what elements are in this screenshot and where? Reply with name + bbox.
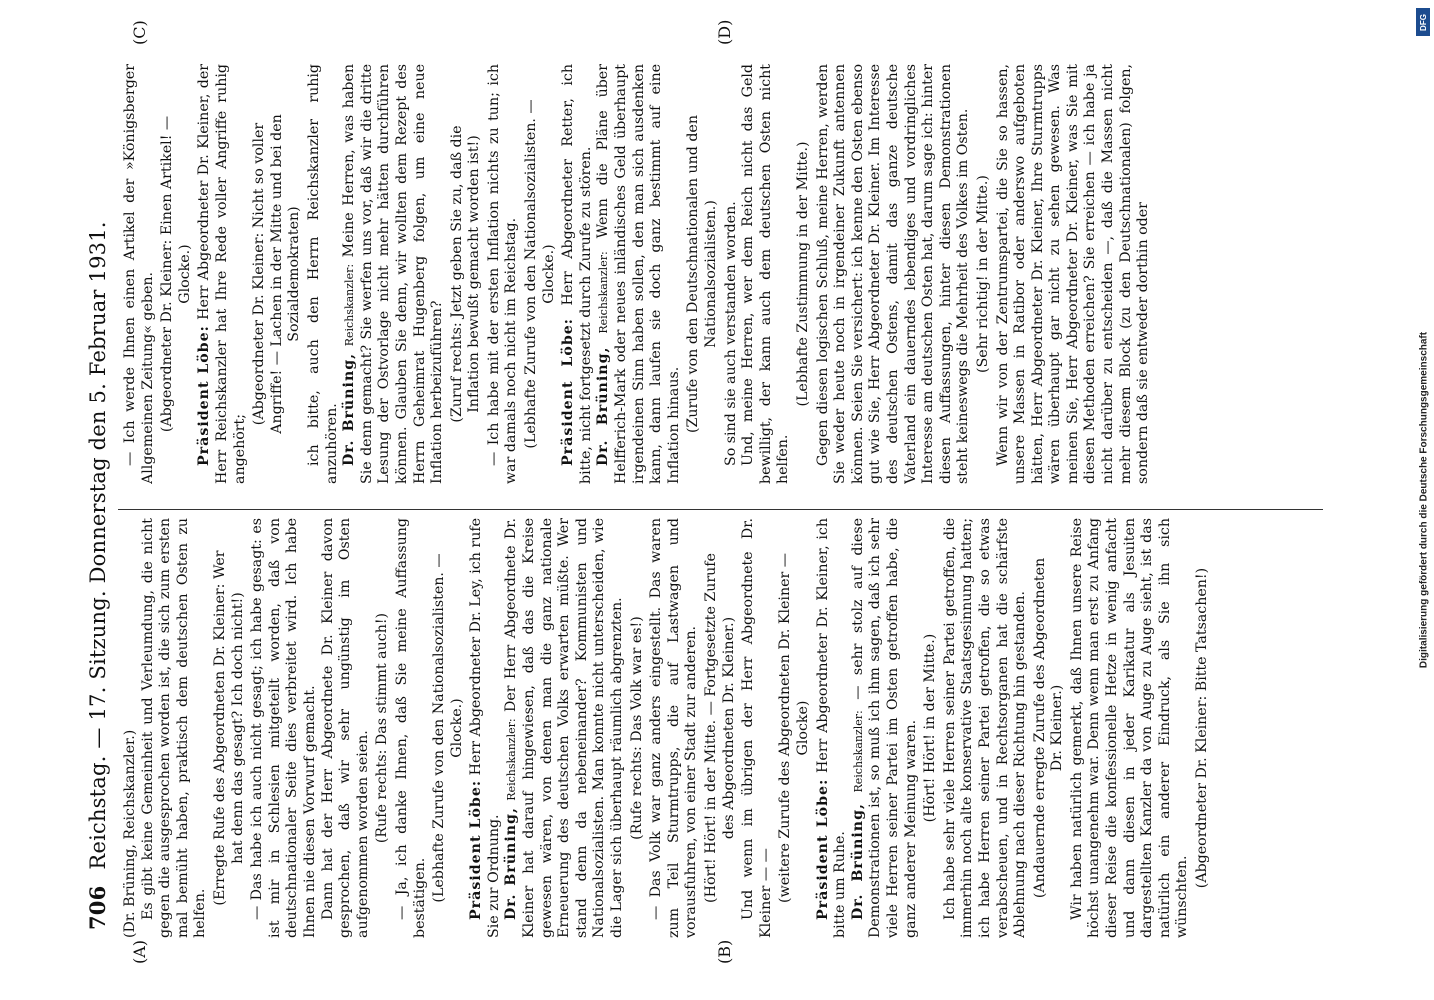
speaker-name: Dr. Brüning,	[849, 803, 866, 920]
paragraph: Wenn wir von der Zentrumspartei, die Sie so hassen, unsere Massen in Ratibor oder anderswo aufgeboten hätten, Herr Abgeordneter Dr. Kleiner, Ihre Sturmtrupps wären überhaupt gar nicht zu sehen gewesen. Was meinen Sie, Herr Abgeordneter Dr. Kleiner, was Sie mit diesen Methoden erreichen? Sie erreichen — ich habe ja nicht darüber zu entscheiden —, daß die Massen nicht mehr diesem Block (zu den Deutschnationalen) folgen, sondern daß sie entweder dorthin oder	[994, 64, 1152, 484]
interjection: (Hört! Hört! in der Mitte.)	[922, 633, 939, 823]
speech-paragraph	[815, 518, 850, 938]
interjection: (Rufe rechts: Das Volk war es!)	[628, 616, 645, 840]
speaker-name: Präsident Löbe:	[560, 317, 577, 466]
interjection: (Hört! Hört! in der Mitte. — Fortgesetzte Zurufe des Abgeordneten Dr. Kleiner.)	[703, 553, 737, 903]
speech-text: Herr Abgeordneter Retter, ich bitte, nicht fortgesetzt durch Zurufe zu stören.	[560, 64, 594, 484]
paragraph: — Ich habe mit der ersten Inflation nichts zu tun; ich war damals noch nicht im Reichstag.	[485, 64, 520, 484]
interjection: (weitere Zurufe des Abgeordneten Dr. Kleiner — Glocke)	[777, 553, 811, 903]
digitization-credit	[1414, 0, 1434, 1000]
speech-paragraph	[560, 64, 595, 484]
column-divider	[118, 509, 1323, 510]
paragraph: — Das habe ich auch nicht gesagt; ich habe gesagt: es ist mir in Schlesien mitgeteilt worden, daß von deutschnationaler Seite dies verbreitet wird. Ich habe Ihnen nie diesen Vorwurf gemacht.	[249, 518, 318, 938]
paragraph: So sind sie auch verstanden worden.	[722, 201, 739, 466]
speaker-name: Dr. Brüning,	[595, 346, 612, 466]
paragraph: — Ja, ich danke Ihnen, daß Sie meine Auffassung bestätigen.	[393, 518, 428, 938]
speech-text: Herr Abgeordneter Dr. Kleiner, ich bitte um Ruhe.	[814, 518, 849, 938]
interjection: (Abgeordneter Dr. Kleiner: Nicht so voller Angriffe! — Lachen in der Mitte und bei den Sozialdemokraten)	[251, 114, 303, 434]
dfg-logo: DFG	[1416, 8, 1430, 36]
speech-paragraph	[196, 64, 249, 484]
speaker-role: Reichskanzler:	[851, 710, 865, 793]
interjection: (Andauernde erregte Zurufe des Abgeordneten Dr. Kleiner.)	[1031, 557, 1066, 899]
paragraph: Und, meine Herren, wer dem Reich nicht das Geld bewilligt, der kann auch dem deutschen Osten nicht helfen.	[740, 64, 792, 484]
speaker-name: Dr. Brüning,	[503, 807, 520, 920]
speech-paragraph	[341, 64, 447, 484]
speech-text: — sehr stolz auf diese Demonstrationen ist, so muß ich ihm sagen, daß ich sehr viele Herren seiner Partei im Osten getroffen habe, die ganz anderer Meinung waren.	[849, 518, 919, 938]
interjection: (Sehr richtig! in der Mitte.)	[974, 175, 991, 373]
paragraph: — Ich werde Ihnen einen Artikel der »Königsberger Allgemeinen Zeitung« geben.	[122, 64, 156, 484]
speaker-role: Reichskanzler:	[343, 263, 357, 347]
paragraph: ich bitte, auch den Herrn Reichskanzler ruhig anzuhören.	[305, 64, 340, 484]
margin-mark-c: (C)	[130, 20, 149, 45]
interjection: (Lebhafte Zustimmung in der Mitte.)	[794, 141, 811, 407]
interjection: (Rufe rechts: Das stimmt auch!)	[374, 612, 391, 844]
speech-text: Wenn die Pläne über Helfferich-Mark oder neues inländisches Geld überhaupt irgendeinen Sinn haben sollen, den man sich ausdenken kann, dann laufen sie doch ganz bestimmt auf eine Inflation hinaus.	[595, 64, 682, 484]
speech-text: Herr Abgeordneter Dr. Ley, ich rufe Sie zur Ordnung.	[468, 518, 502, 938]
paragraph: Und wenn im übrigen der Herr Abgeordnete Dr. Kleiner — —	[740, 518, 774, 938]
paragraph: Ich habe sehr viele Herren seiner Partei getroffen, die immerhin noch alte konservative Staatsgesinnung hatten; ich habe Herren seiner Partei getroffen, die so etwas verabscheuen, und in Rechtsorganen hat die schärfste Ablehnung nach dieser Richtung hin gestanden.	[941, 518, 1029, 938]
running-title: Reichstag. — 17. Sitzung. Donnerstag den 5. Februar 1931.	[86, 221, 110, 870]
interjection: (Zurufe von den Deutschnationalen und den Nationalsozialisten.)	[685, 115, 719, 433]
right-column	[122, 64, 1322, 484]
speech-paragraph	[595, 64, 683, 484]
paragraph: Wir haben natürlich gemerkt, daß Ihnen unsere Reise höchst unangenehm war. Denn wenn man erst zu Anfang dieser Reise die konfessionelle Hetze in wenig anfacht und dann diesen in jeder Karikatur als Jesuiten dargestellten Kanzler da von Auge zu Auge sieht, ist das natürlich ein anderer Eindruck, als Sie ihn sich wünschten.	[1068, 518, 1191, 938]
paragraph: — Das Volk war ganz anders eingestellt. Das waren zum Teil Sturmtrupps, die auf Lastwagen und vorausfuhren, von einer Stadt zur anderen.	[648, 518, 700, 938]
margin-mark-d: (D)	[715, 19, 734, 45]
speaker-name: Präsident Löbe:	[814, 778, 831, 920]
interjection: (Lebhafte Zurufe von den Nationalsozialisten. — Glocke.)	[431, 553, 465, 903]
margin-mark-a: (A)	[130, 939, 149, 964]
speech-paragraph	[850, 518, 920, 938]
speech-paragraph	[503, 518, 626, 938]
speaker-role: Reichskanzler:	[597, 251, 611, 334]
speaker-name: Präsident Löbe:	[196, 325, 213, 466]
interjection: (Abgeordneter Dr. Kleiner: Bitte Tatsachen!)	[1194, 567, 1211, 889]
interjection: (Abgeordneter Dr. Kleiner: Einen Artikel! — Glocke.)	[159, 115, 193, 433]
credit-text: Digitalisierung gefördert durch die Deutsche Forschungsgemeinschaft	[1418, 331, 1430, 669]
interjection: (Lebhafte Zurufe von den Nationalsozialisten. — Glocke.)	[523, 99, 557, 449]
speaker-name: Dr. Brüning,	[341, 352, 358, 466]
speaker-role: Reichskanzler:	[505, 718, 519, 801]
interjection: (Zuruf rechts: Jetzt geben Sie zu, daß die Inflation bewußt gemacht worden ist!)	[448, 125, 483, 423]
continuation-note: (Dr. Brüning, Reichskanzler.)	[122, 729, 138, 938]
left-column	[122, 518, 1322, 938]
margin-mark-b: (B)	[715, 939, 734, 964]
paragraph: Gegen diesen logischen Schluß, meine Herren, werden Sie weder heute noch in irgendeiner Zukunft antennen können. Seien Sie versichert: ich kenne den Osten ebenso gut wie Sie, Herr Abgeordneter Dr. Kleiner. Im Interesse des deutschen Ostens, damit das ganze deutsche Vaterland ein dauerndes lebendiges und vordringliches Interesse am deutschen Osten hat, darum sage ich: hinter diesen Auffassungen, hinter diesen Demonstrationen steht keineswegs die Mehrheit des Volkes im Osten.	[814, 64, 972, 484]
page-number: 706	[85, 885, 110, 930]
speaker-name: Präsident Löbe:	[468, 779, 485, 920]
speech-text: Meine Herren, was haben Sie denn gemacht? Sie werfen uns vor, daß wir die dritte Lesung der Ostvorlage nicht mehr hätten durchführen können. Glauben Sie denn, wir wollten dem Rezept des Herrn Geheimrat Hugenberg folgen, um eine neue Inflation herbeizuführen?	[341, 64, 446, 484]
running-header	[85, 50, 125, 930]
interjection: (Erregte Rufe des Abgeordneten Dr. Kleiner: Wer hat denn das gesagt? Ich doch nicht!)	[211, 550, 246, 906]
paragraph: Es gibt keine Gemeinheit und Verleumdung, die nicht gegen die ausgesprochen worden ist, die sich zum ersten mal bemüht haben, praktisch dem deutschen Osten zu helfen.	[139, 518, 209, 938]
speech-text: Herr Abgeordneter Dr. Kleiner, der Herr Reichskanzler hat Ihre Rede voller Angriffe ruhig angehört;	[196, 64, 248, 484]
paragraph: Dann hat der Herr Abgeordnete Dr. Kleiner davon gesprochen, daß wir sehr ungünstig im Osten aufgenommen worden seien.	[319, 518, 371, 938]
speech-paragraph	[468, 518, 503, 938]
speech-text: Der Herr Abgeordnete Dr. Kleiner hat darauf hingewiesen, daß das die Kreise gewesen wären, von denen man die ganz nationale Erneuerung des deutschen Volks erwarten müßte. Wer stand denn da nebeneinander? Kommunisten und Nationalsozialisten. Man konnte nicht unterscheiden, wie die Lager sich überhaupt räumlich abgrenzten.	[503, 518, 626, 938]
